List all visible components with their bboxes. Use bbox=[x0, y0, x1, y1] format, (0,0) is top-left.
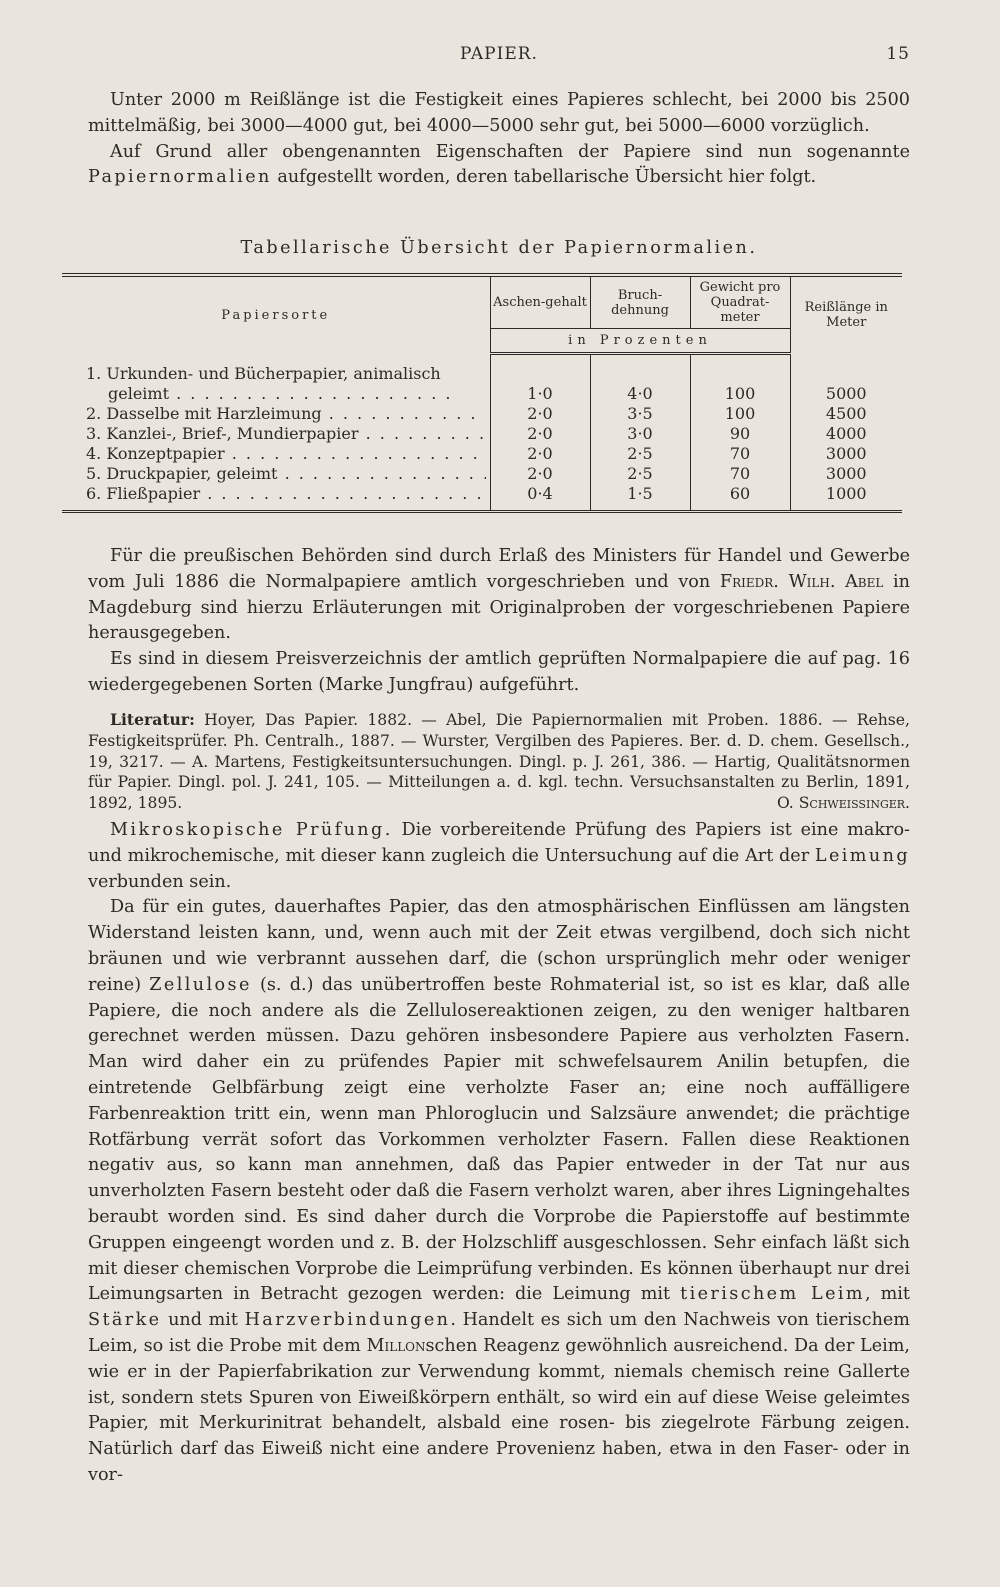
row-name: 3. Kanzlei-, Brief-, Mundierpapier . . . bbox=[86, 424, 486, 444]
middle-paragraph-2: Es sind in diesem Preisverzeichnis der amtlich geprüften Normalpapiere die auf pag. 16 wiedergegebenen Sorten (Marke Jungfrau) aufgeführt. bbox=[88, 649, 910, 695]
middle-p1-start: Für die preußischen Behörden sind durch Erlaß des Ministers für Handel und Gewerbe vom Juli 1886 die Normalpapiere amtlich vorgeschrieben und von bbox=[88, 546, 910, 592]
cell-reiss: 4000 bbox=[790, 424, 902, 444]
cell-reiss: 3000 bbox=[790, 444, 902, 464]
intro-p2-start: Auf Grund aller obengenannten Eigenschaften der Papiere sind nun sogenannte bbox=[110, 141, 910, 162]
table-row bbox=[62, 384, 902, 404]
spaced-term-staerke: Stärke bbox=[88, 1310, 162, 1331]
spaced-term-harzverbindungen: Harzverbindungen bbox=[244, 1310, 451, 1331]
header-reisslaenge: Reißlänge in Meter bbox=[790, 275, 902, 354]
middle-text bbox=[88, 544, 910, 699]
section-p2-f: schen Reagenz gewöhnlich ausreichend. Da der Leim, wie er in der Papierfabrikation zur Verwendung kommt, niemals chemisch reine Gallerte ist, sondern stets Spuren von Eiweißkörpern enthält, so wird ein auf diese Weise geleimtes Papier, mit Merkurinitrat behandelt, alsbald eine rosen- bis ziegelrote Färbung zeigen. Natürlich darf das Eiweiß nicht eine andere Provenienz haben, etwa in den Faser- oder in vor- bbox=[88, 1335, 911, 1485]
cell-reiss: 3000 bbox=[790, 464, 902, 484]
table-row bbox=[62, 354, 902, 384]
cell-asche: 2·0 bbox=[490, 464, 590, 484]
table-row bbox=[62, 424, 902, 444]
page-number: 15 bbox=[886, 44, 910, 64]
table-row bbox=[62, 444, 902, 464]
intro-text bbox=[88, 88, 910, 191]
cell-bruch: 3·5 bbox=[590, 404, 690, 424]
literature-text: Hoyer, Das Papier. 1882. — Abel, Die Papiernormalien mit Proben. 1886. — Rehse, Festigkeitsprüfer. Ph. Centralh., 1887. — Wurster, Vergilben des Papieres. Ber. d. D. chem. Gesellsch., 19, 3217. — A. Martens, Festigkeitsuntersuchungen. Dingl. p. J. 261, 386. — Hartig, Qualitätsnormen für Papier. Dingl. pol. J. 241, 105. — Mitteilungen a. d. kgl. techn. Versuchsanstalten zu Berlin, 1891, 1892, 1895. bbox=[88, 711, 910, 813]
section-p2-b: (s. d.) das unübertroffen beste Rohmaterial ist, so ist es klar, daß alle Papiere, die noch andere als die Zellulosereaktionen zeigen, zu den weniger haltbaren gerechnet werden müssen. Dazu gehören insbesondere Papiere aus verholzten Fasern. Man wird daher ein zu prüfendes Papier mit schwefelsaurem Anilin betupfen, die eintretende Gelbfärbung zeigt eine verholzte Faser an; eine noch auffälligere Farbenreaktion tritt ein, wenn man Phloroglucin und Salzsäure anwendet; die prächtige Rotfärbung verrät sofort das Vorkommen verholzter Fasern. Fallen diese Reaktionen negativ aus, so kann man annehmen, daß das Papier entweder in der Tat nur aus unverholzten Fasern besteht oder daß die Fasern verholzt waren, aber ihres Ligningehaltes beraubt worden sind. Es sind daher durch die Vorprobe die Papierstoffe auf bestimmte Gruppen eingeengt worden und z. B. der Holzschliff ausgeschlossen. Sehr einfach läßt sich mit dieser chemischen Vorprobe die Leimprüfung verbinden. Es können überhaupt nur drei Leimungsarten in Betracht gezogen werden: die Leimung mit bbox=[88, 974, 910, 1305]
spaced-term-papiernormalien: Papiernormalien bbox=[88, 167, 272, 188]
spaced-term-leimung: Leimung bbox=[814, 845, 910, 866]
section-p1-end: verbunden sein. bbox=[88, 871, 232, 892]
cell-asche: 2·0 bbox=[490, 404, 590, 424]
cell-gewicht: 100 bbox=[690, 384, 790, 404]
cell-gewicht: 100 bbox=[690, 404, 790, 424]
intro-paragraph-2 bbox=[88, 140, 910, 192]
literature-block bbox=[88, 710, 910, 814]
cell-reiss: 4500 bbox=[790, 404, 902, 424]
section-heading: Mikroskopische Prüfung. bbox=[110, 820, 393, 840]
middle-paragraph-1 bbox=[88, 544, 910, 647]
table-row bbox=[62, 464, 902, 484]
intro-paragraph-1: Unter 2000 m Reißlänge ist die Festigkeit eines Papieres schlecht, bei 2000 bis 2500 mittelmäßig, bei 3000—4000 gut, bei 4000—5000 sehr gut, bei 5000—6000 vorzüglich. bbox=[88, 90, 910, 136]
spaced-term-zellulose: Zellulose bbox=[149, 974, 252, 995]
cell-gewicht: 90 bbox=[690, 424, 790, 444]
section-p2-e: . Handelt es sich um den Nachweis von tierischem Leim, so ist die Probe mit dem bbox=[88, 1310, 910, 1356]
row-name: 2. Dasselbe mit Harzleimung . . . bbox=[86, 404, 486, 424]
table-row bbox=[62, 484, 902, 512]
author-name-abel: Friedr. Wilh. Abel bbox=[719, 571, 884, 592]
header-aschengehalt: Aschen-gehalt bbox=[490, 275, 590, 329]
header-bruchdehnung: Bruch-dehnung bbox=[590, 275, 690, 329]
header-in-prozenten: in Prozenten bbox=[490, 329, 790, 354]
cell-asche: 0·4 bbox=[490, 484, 590, 512]
cell-asche: 2·0 bbox=[490, 424, 590, 444]
papiernormalien-table bbox=[62, 273, 902, 513]
cell-asche: 2·0 bbox=[490, 444, 590, 464]
section-p2-a: Da für ein gutes, dauerhaftes Papier, das den atmosphärischen Einflüssen am längsten Widerstand leisten kann, und, wenn auch mit der Zeit etwas vergilbend, doch sich nicht bräunen und wie verbrannt aussehen darf, die (schon ursprünglich mehr oder weniger reine) bbox=[88, 897, 910, 995]
table-row bbox=[62, 404, 902, 424]
row-name: 6. Fließpapier . . . bbox=[86, 484, 486, 504]
section-paragraph-1 bbox=[88, 818, 910, 895]
section-p1-start: Die vorbereitende Prüfung des Papiers ist eine makro- und mikrochemische, mit dieser kann zugleich die Untersuchung auf die Art der bbox=[88, 820, 910, 866]
row-name: 4. Konzeptpapier . . . bbox=[86, 444, 486, 464]
section-p2-d: und mit bbox=[161, 1310, 245, 1331]
cell-gewicht: 60 bbox=[690, 484, 790, 512]
header-title: PAPIER. bbox=[460, 44, 538, 64]
cell-bruch: 2·5 bbox=[590, 444, 690, 464]
cell-bruch: 1·5 bbox=[590, 484, 690, 512]
section-mikroskopische-pruefung bbox=[88, 818, 910, 1489]
section-p2-c: , mit bbox=[865, 1284, 911, 1305]
row-1-name-line1: 1. Urkunden- und Bücherpapier, animalisch bbox=[86, 363, 441, 383]
author-name-millon: Millon bbox=[366, 1335, 426, 1356]
cell-gewicht: 70 bbox=[690, 444, 790, 464]
spaced-term-tierischem-leim: tierischem Leim bbox=[680, 1284, 866, 1305]
literature-label: Literatur: bbox=[110, 710, 195, 729]
section-paragraph-2 bbox=[88, 895, 910, 1488]
table-caption: Tabellarische Übersicht der Papiernormalien. bbox=[240, 238, 758, 258]
header-gewicht: Gewicht pro Quadrat-meter bbox=[690, 275, 790, 329]
middle-p1-end: in Magdeburg sind hierzu Erläuterungen mit Originalproben der vorgeschriebenen Papiere herausgegeben. bbox=[88, 571, 910, 644]
header-papiersorte: Papiersorte bbox=[221, 307, 331, 323]
cell-reiss: 5000 bbox=[790, 384, 902, 404]
cell-bruch: 4·0 bbox=[590, 384, 690, 404]
cell-bruch: 3·0 bbox=[590, 424, 690, 444]
running-header bbox=[88, 44, 910, 70]
cell-bruch: 2·5 bbox=[590, 464, 690, 484]
row-name: geleimt . . . bbox=[108, 384, 486, 404]
cell-reiss: 1000 bbox=[790, 484, 902, 512]
author-signature: O. Schweissinger. bbox=[776, 794, 910, 813]
cell-gewicht: 70 bbox=[690, 464, 790, 484]
cell-asche: 1·0 bbox=[490, 384, 590, 404]
row-name: 5. Druckpapier, geleimt . . . bbox=[86, 464, 486, 484]
intro-p2-end: aufgestellt worden, deren tabellarische Übersicht hier folgt. bbox=[271, 167, 817, 188]
literature-paragraph bbox=[88, 710, 910, 814]
